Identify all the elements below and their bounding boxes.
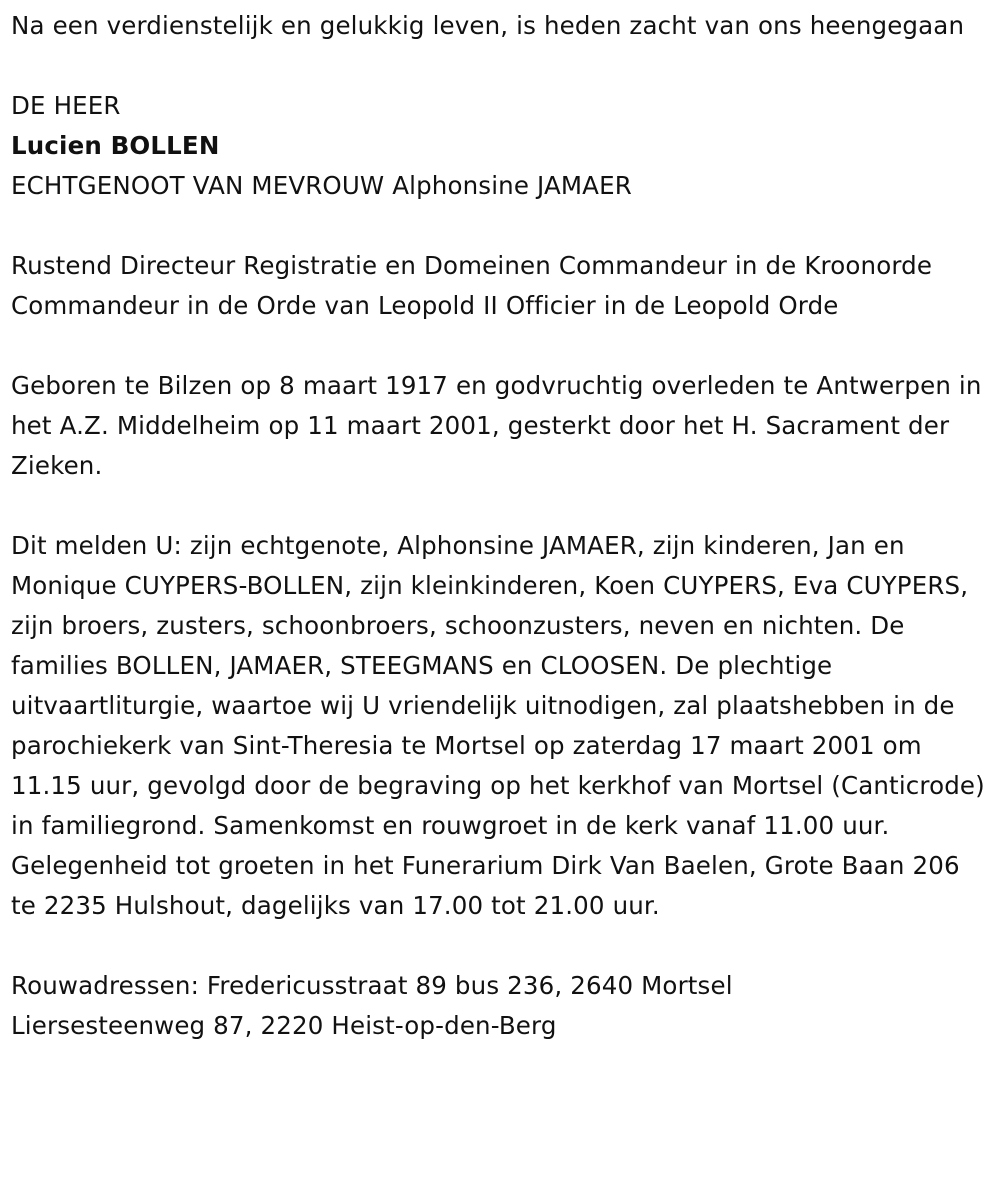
- address-line: Liersesteenweg 87, 2220 Heist-op-den-Berg: [11, 1011, 557, 1040]
- birth-death-text: Geboren te Bilzen op 8 maart 1917 en godvruchtig overleden te Antwerpen in het A.Z. Middelheim op 11 maart 2001, gesterkt door het H. Sacrament der Zieken.: [11, 371, 982, 480]
- announcement-text: Dit melden U: zijn echtgenote, Alphonsine JAMAER, zijn kinderen, Jan en Monique CUYPERS-BOLLEN, zijn kleinkinderen, Koen CUYPERS, Eva CUYPERS, zijn broers, zusters, schoonbroers, schoonzusters, neven en nichten. De families BOLLEN, JAMAER, STEEGMANS en CLOOSEN. De plechtige uitvaartliturgie, waartoe wij U vriendelijk uitnodigen, zal plaatshebben in de parochiekerk van Sint-Theresia te Mortsel op zaterdag 17 maart 2001 om 11.15 uur, gevolgd door de begraving op het kerkhof van Mortsel (Canticrode) in familiegrond. Samenkomst en rouwgroet in de kerk vanaf 11.00 uur. Gelegenheid tot groeten in het Funerarium Dirk Van Baelen, Grote Baan 206 te 2235 Hulshout, dagelijks van 17.00 tot 21.00 uur.: [11, 531, 985, 920]
- address-line: Rouwadressen: Fredericusstraat 89 bus 236, 2640 Mortsel: [11, 971, 733, 1000]
- salutation: DE HEER: [11, 91, 121, 120]
- addresses: [11, 966, 988, 1046]
- spouse-line: ECHTGENOOT VAN MEVROUW Alphonsine JAMAER: [11, 171, 632, 200]
- intro-text: Na een verdienstelijk en gelukkig leven, is heden zacht van ons heengegaan: [11, 11, 965, 40]
- titles-text: Rustend Directeur Registratie en Domeinen Commandeur in de Kroonorde Commandeur in de Orde van Leopold II Officier in de Leopold Orde: [11, 251, 933, 320]
- deceased-name: Lucien BOLLEN: [11, 131, 220, 160]
